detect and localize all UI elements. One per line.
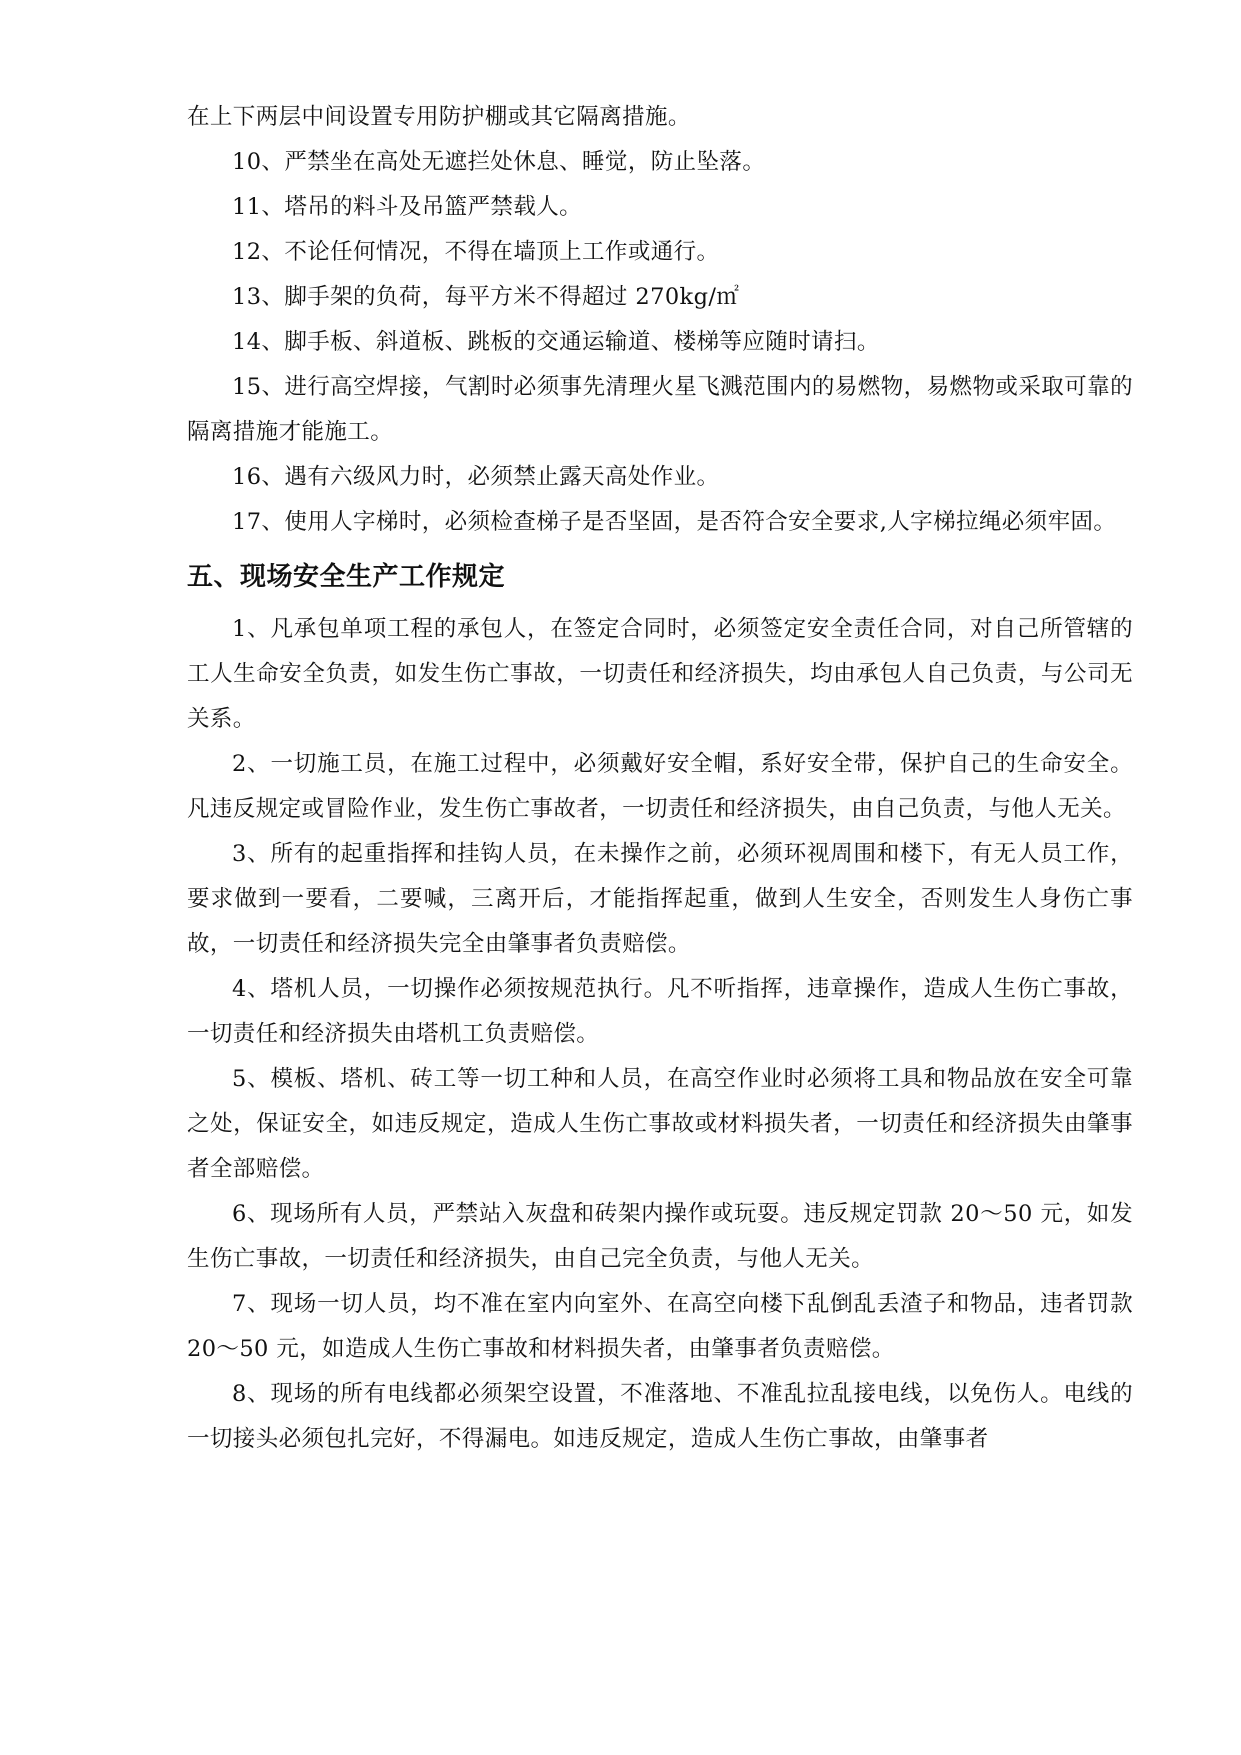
rule-item-13: 13、脚手架的负荷，每平方米不得超过 270kg/㎡ [232,284,740,310]
document-page [187,95,1133,1462]
regulation-item-6: 6、现场所有人员，严禁站入灰盘和砖架内操作或玩耍。违反规定罚款 20～50 元，如发生伤亡事故，一切责任和经济损失，由自己完全负责，与他人无关。 [187,1201,1133,1272]
rule-item-11: 11、塔吊的料斗及吊篮严禁载人。 [232,194,583,220]
regulation-item-4: 4、塔机人员，一切操作必须按规范执行。凡不听指挥，违章操作，造成人生伤亡事故，一切责任和经济损失由塔机工负责赔偿。 [187,976,1133,1047]
regulation-item-3: 3、所有的起重指挥和挂钩人员，在未操作之前，必须环视周围和楼下，有无人员工作，要求做到一要看，二要喊，三离开后，才能指挥起重，做到人生安全，否则发生人身伤亡事故，一切责任和经济损失完全由肇事者负责赔偿。 [187,841,1133,957]
rule-item-14: 14、脚手板、斜道板、跳板的交通运输道、楼梯等应随时请扫。 [232,329,880,355]
section-heading: 五、现场安全生产工作规定 [187,562,506,592]
rule-item-15: 15、进行高空焊接，气割时必须事先清理火星飞溅范围内的易燃物，易燃物或采取可靠的隔离措施才能施工。 [187,374,1133,445]
rule-item-17: 17、使用人字梯时，必须检查梯子是否坚固，是否符合安全要求,人字梯拉绳必须牢固。 [232,509,1117,535]
regulation-item-8: 8、现场的所有电线都必须架空设置，不准落地、不准乱拉乱接电线，以免伤人。电线的一切接头必须包扎完好，不得漏电。如违反规定，造成人生伤亡事故，由肇事者 [187,1381,1133,1452]
rule-item-16: 16、遇有六级风力时，必须禁止露天高处作业。 [232,464,720,490]
regulation-item-1: 1、凡承包单项工程的承包人，在签定合同时，必须签定安全责任合同，对自己所管辖的工人生命安全负责，如发生伤亡事故，一切责任和经济损失，均由承包人自己负责，与公司无关系。 [187,616,1133,732]
rule-item-12: 12、不论任何情况，不得在墙顶上工作或通行。 [232,239,720,265]
regulation-item-2: 2、一切施工员，在施工过程中，必须戴好安全帽，系好安全带，保护自己的生命安全。凡违反规定或冒险作业，发生伤亡事故者，一切责任和经济损失，由自己负责，与他人无关。 [187,751,1133,822]
regulation-item-7: 7、现场一切人员，均不准在室内向室外、在高空向楼下乱倒乱丢渣子和物品，违者罚款 20～50 元，如造成人生伤亡事故和材料损失者，由肇事者负责赔偿。 [187,1291,1133,1362]
continuation-paragraph: 在上下两层中间设置专用防护棚或其它隔离措施。 [187,104,691,130]
rule-item-10: 10、严禁坐在高处无遮拦处休息、睡觉，防止坠落。 [232,149,766,175]
regulation-item-5: 5、模板、塔机、砖工等一切工种和人员，在高空作业时必须将工具和物品放在安全可靠之处，保证安全，如违反规定，造成人生伤亡事故或材料损失者，一切责任和经济损失由肇事者全部赔偿。 [187,1066,1133,1182]
